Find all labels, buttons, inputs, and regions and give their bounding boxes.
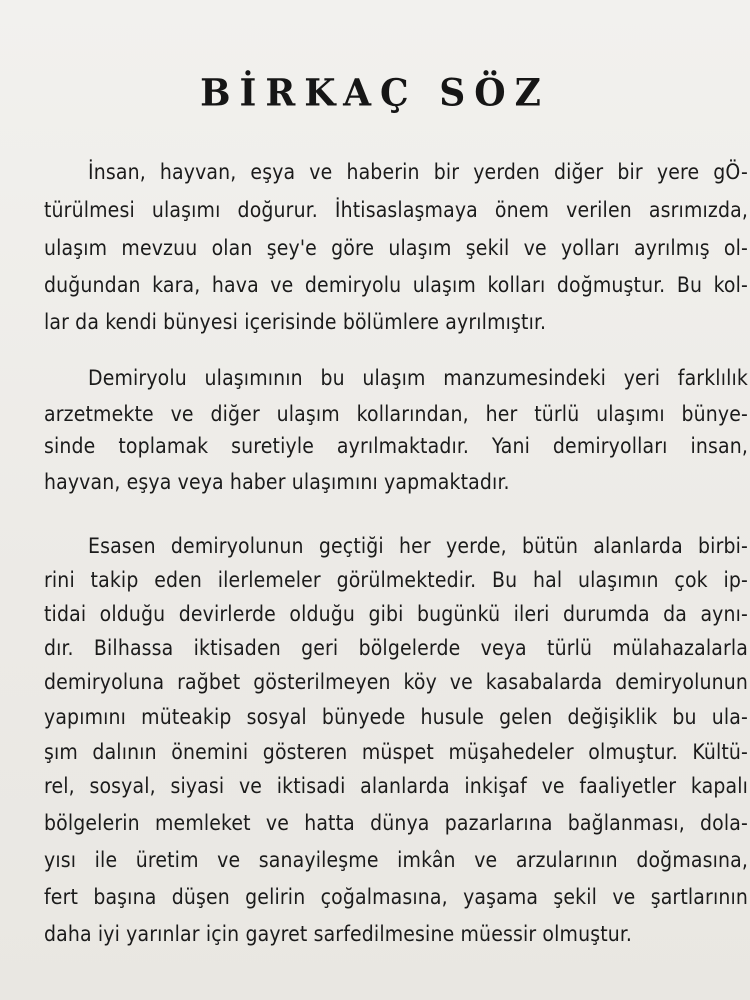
paragraph-1-line-5: lar da kendi bünyesi içerisinde bölümlere ayrılmıştır. — [44, 310, 547, 334]
paragraph-2-line-4: hayvan, eşya veya haber ulaşımını yapmaktadır. — [44, 470, 510, 494]
paragraph-3-line-7: şım dalının önemini gösteren müspet müşahedeler olmuştur. Kültü- — [44, 740, 748, 764]
paragraph-3-line-4: dır. Bilhassa iktisaden geri bölgelerde veya türlü mülahazalarla — [44, 636, 748, 660]
paragraph-1-line-1: İnsan, hayvan, eşya ve haberin bir yerden diğer bir yere gÖ- — [88, 160, 748, 184]
paragraph-3-line-10: yısı ile üretim ve sanayileşme imkân ve arzularının doğmasına, — [44, 848, 748, 872]
paragraph-3-line-8: rel, sosyal, siyasi ve iktisadi alanlarda inkişaf ve faaliyetler kapalı — [44, 774, 748, 798]
paragraph-3-line-6: yapımını müteakip sosyal bünyede husule gelen değişiklik bu ula- — [44, 705, 748, 729]
paragraph-2-line-3: sinde toplamak suretiyle ayrılmaktadır. Yani demiryolları insan, — [44, 434, 748, 458]
page-title: BİRKAÇ SÖZ — [200, 70, 550, 116]
paragraph-3-line-9: bölgelerin memleket ve hatta dünya pazarlarına bağlanması, dola- — [44, 811, 748, 835]
paragraph-3-line-12: daha iyi yarınlar için gayret sarfedilmesine müessir olmuştur. — [44, 922, 633, 946]
paragraph-3-line-2: rini takip eden ilerlemeler görülmektedir. Bu hal ulaşımın çok ip- — [44, 568, 748, 592]
paragraph-3-line-5: demiryoluna rağbet gösterilmeyen köy ve kasabalarda demiryolunun — [44, 670, 748, 694]
paragraph-3-line-1: Esasen demiryolunun geçtiği her yerde, bütün alanlarda birbi- — [88, 534, 748, 558]
paragraph-1-line-4: duğundan kara, hava ve demiryolu ulaşım kolları doğmuştur. Bu kol- — [44, 273, 748, 297]
paragraph-3-line-11: fert başına düşen gelirin çoğalmasına, yaşama şekil ve şartlarının — [44, 885, 748, 909]
paragraph-1-line-2: türülmesi ulaşımı doğurur. İhtisaslaşmaya önem verilen asrımızda, — [44, 198, 748, 222]
paragraph-3-line-3: tidai olduğu devirlerde olduğu gibi bugünkü ileri durumda da aynı- — [44, 602, 748, 626]
paragraph-1-line-3: ulaşım mevzuu olan şey'e göre ulaşım şekil ve yolları ayrılmış ol- — [44, 236, 748, 260]
paragraph-2-line-1: Demiryolu ulaşımının bu ulaşım manzumesindeki yeri farklılık — [88, 366, 748, 390]
paragraph-2-line-2: arzetmekte ve diğer ulaşım kollarından, her türlü ulaşımı bünye- — [44, 402, 748, 426]
